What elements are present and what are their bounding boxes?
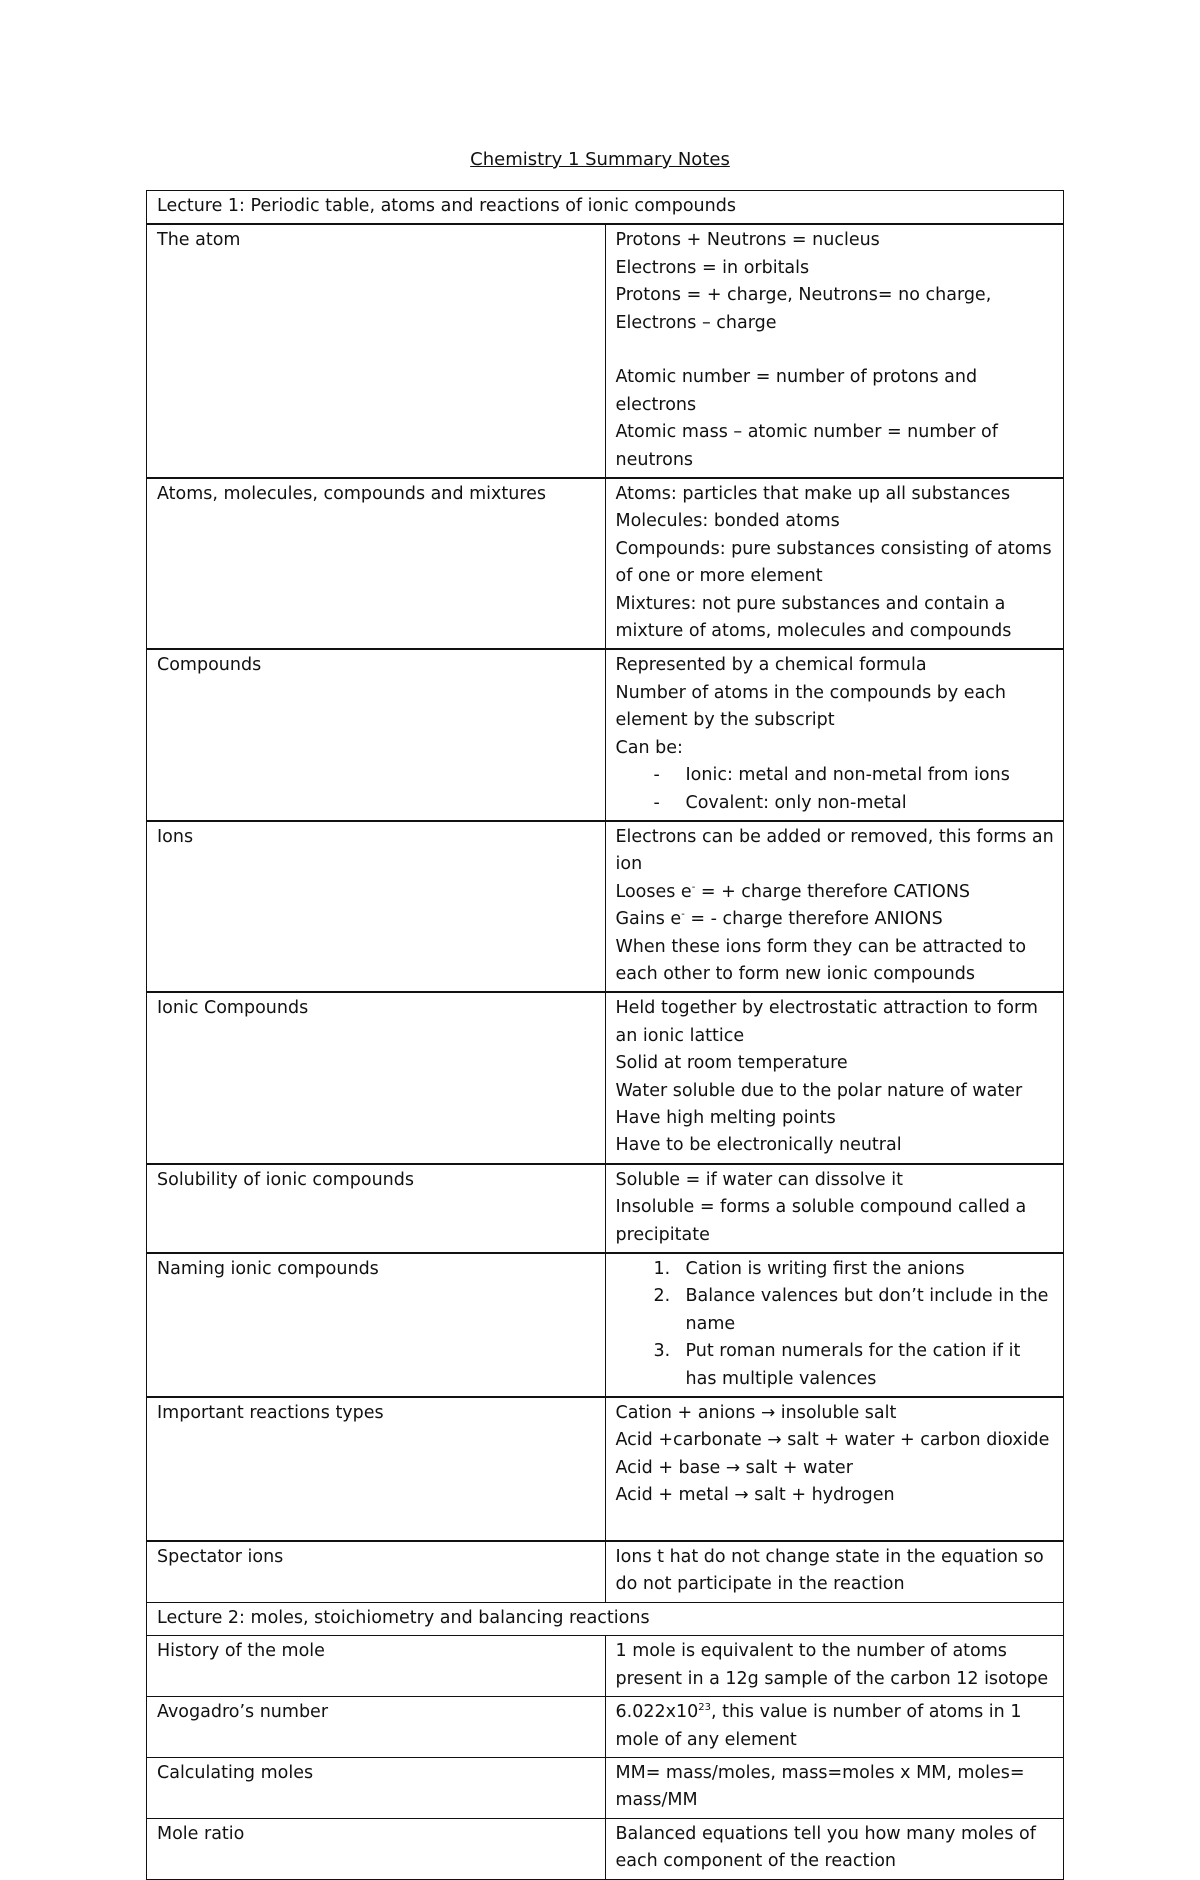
table-row [147, 1818, 1064, 1879]
content-line: Protons = + charge, Neutrons= no charge, Electrons – charge [615, 285, 997, 333]
content-line: Atomic mass – atomic number = number of neutrons [615, 422, 1004, 470]
content-line: Atomic number = number of protons and electrons [615, 367, 983, 415]
row-label: Calculating moles [147, 1757, 606, 1818]
table-row [147, 1164, 1064, 1253]
table-row [147, 1541, 1064, 1602]
content-line: Electrons = in orbitals [615, 257, 810, 278]
exponent-superscript: 23 [698, 1702, 711, 1714]
content-line: Mixtures: not pure substances and contain a mixture of atoms, molecules and compounds [615, 593, 1012, 642]
content-line: Atoms: particles that make up all substances [615, 484, 1011, 505]
table-row [147, 649, 1064, 820]
avogadro-base: 6.022x10 [615, 1702, 699, 1723]
item-text: Cation is writing first the anions [685, 1259, 965, 1280]
content-line [616, 879, 1055, 906]
row-label: Naming ionic compounds [147, 1253, 606, 1397]
content-line: Can be: [615, 737, 683, 758]
row-label: Avogadro’s number [147, 1697, 606, 1758]
ion-text: Gains e [615, 909, 682, 930]
charge-superscript: - [691, 881, 696, 893]
table-row [147, 1397, 1064, 1541]
row-label: The atom [147, 224, 606, 478]
content-line [616, 1699, 1055, 1754]
table-row [147, 992, 1064, 1163]
blank-line [616, 1510, 1055, 1537]
row-label: Important reactions types [147, 1397, 606, 1541]
content-line: Have high melting points [615, 1107, 836, 1128]
row-label: History of the mole [147, 1636, 606, 1697]
charge-superscript: - [681, 909, 685, 921]
avogadro-text: , this value is number of atoms in 1 mole of any element [615, 1702, 1028, 1750]
content-line: Compounds: pure substances consisting of atoms of one or more element [615, 538, 1058, 587]
table-row [147, 821, 1064, 992]
lecture-2-heading: Lecture 2: moles, stoichiometry and balancing reactions [147, 1602, 1064, 1635]
content-line: 1 mole is equivalent to the number of atoms present in a 12g sample of the carbon 12 isotope [615, 1641, 1049, 1689]
item-number: 1. [653, 1259, 671, 1280]
row-label: Compounds [147, 649, 606, 820]
reaction-lhs: Cation + anions [615, 1403, 756, 1424]
arrow-icon: → [734, 1485, 749, 1506]
row-content [605, 1253, 1064, 1397]
reaction-rhs: salt + water + carbon dioxide [787, 1430, 1050, 1451]
row-label: Ionic Compounds [147, 992, 606, 1163]
arrow-icon: → [767, 1430, 782, 1451]
reaction-lhs: Acid + base [615, 1457, 721, 1478]
content-line: Ions t hat do not change state in the equation so do not participate in the reaction [615, 1547, 1050, 1595]
reaction-line [616, 1482, 1055, 1509]
content-line: Represented by a chemical formula [615, 655, 927, 676]
row-content [605, 1397, 1064, 1541]
table-row [147, 224, 1064, 478]
row-content [605, 1818, 1064, 1879]
row-content [605, 1164, 1064, 1253]
row-content [605, 1757, 1064, 1818]
row-content [605, 821, 1064, 992]
lecture-1-heading-row [147, 191, 1064, 225]
row-label: Atoms, molecules, compounds and mixtures [147, 478, 606, 649]
reaction-line [616, 1400, 1055, 1427]
table-row [147, 478, 1064, 649]
content-line: MM= mass/moles, mass=moles x MM, moles= mass/MM [615, 1762, 1031, 1811]
table-row [147, 1253, 1064, 1397]
item-text: Put roman numerals for the cation if it has multiple valences [685, 1341, 1026, 1389]
content-line: Molecules: bonded atoms [615, 511, 840, 532]
numbered-item [616, 1283, 1055, 1338]
content-line: Soluble = if water can dissolve it [615, 1169, 903, 1190]
arrow-icon: → [725, 1457, 741, 1478]
content-line [616, 906, 1055, 933]
lecture-2-heading-row [147, 1602, 1064, 1635]
ion-text: = - charge therefore ANIONS [684, 909, 943, 930]
arrow-icon: → [760, 1403, 776, 1424]
reaction-line [616, 1455, 1055, 1482]
row-label: Ions [147, 821, 606, 992]
reaction-rhs: insoluble salt [780, 1403, 897, 1424]
content-line: When these ions form they can be attracted to each other to form new ionic compounds [615, 936, 1032, 984]
content-line: Balanced equations tell you how many moles of each component of the reaction [615, 1823, 1042, 1872]
row-label: Solubility of ionic compounds [147, 1164, 606, 1253]
row-content [605, 1541, 1064, 1602]
table-row [147, 1636, 1064, 1697]
content-line: Electrons can be added or removed, this forms an ion [615, 826, 1060, 875]
content-line: Protons + Neutrons = nucleus [615, 230, 880, 251]
row-content [605, 1697, 1064, 1758]
item-number: 3. [653, 1341, 671, 1362]
row-content [605, 478, 1064, 649]
notes-table [146, 190, 1064, 1880]
ion-text: Looses e [615, 881, 692, 902]
row-label: Spectator ions [147, 1541, 606, 1602]
bullet-item: - Covalent: only non-metal [616, 790, 1055, 817]
lecture-1-heading: Lecture 1: Periodic table, atoms and reactions of ionic compounds [147, 191, 1064, 225]
reaction-rhs: salt + hydrogen [754, 1485, 895, 1506]
row-content [605, 649, 1064, 820]
table-row [147, 1757, 1064, 1818]
content-line: Water soluble due to the polar nature of water [615, 1080, 1023, 1101]
row-label: Mole ratio [147, 1818, 606, 1879]
table-row [147, 1697, 1064, 1758]
content-line: Insoluble = forms a soluble compound called a precipitate [615, 1197, 1032, 1245]
page-title: Chemistry 1 Summary Notes [470, 149, 730, 170]
row-content [605, 992, 1064, 1163]
item-number: 2. [653, 1286, 671, 1307]
row-content [605, 1636, 1064, 1697]
numbered-item [616, 1256, 1055, 1283]
blank-line [616, 337, 1055, 364]
content-line: Number of atoms in the compounds by each element by the subscript [615, 682, 1012, 731]
content-line: Solid at room temperature [615, 1053, 848, 1074]
item-text: Balance valences but don’t include in the name [685, 1286, 1055, 1334]
content-line: Held together by electrostatic attraction to form an ionic lattice [615, 998, 1044, 1046]
reaction-lhs: Acid + metal [615, 1485, 729, 1506]
reaction-lhs: Acid +carbonate [615, 1430, 762, 1451]
bullet-item: - Ionic: metal and non-metal from ions [616, 762, 1055, 789]
reaction-line [616, 1427, 1055, 1454]
reaction-rhs: salt + water [745, 1457, 853, 1478]
row-content [605, 224, 1064, 478]
content-line: Have to be electronically neutral [615, 1135, 902, 1156]
numbered-item [616, 1338, 1055, 1393]
ion-text: = + charge therefore CATIONS [695, 881, 971, 902]
